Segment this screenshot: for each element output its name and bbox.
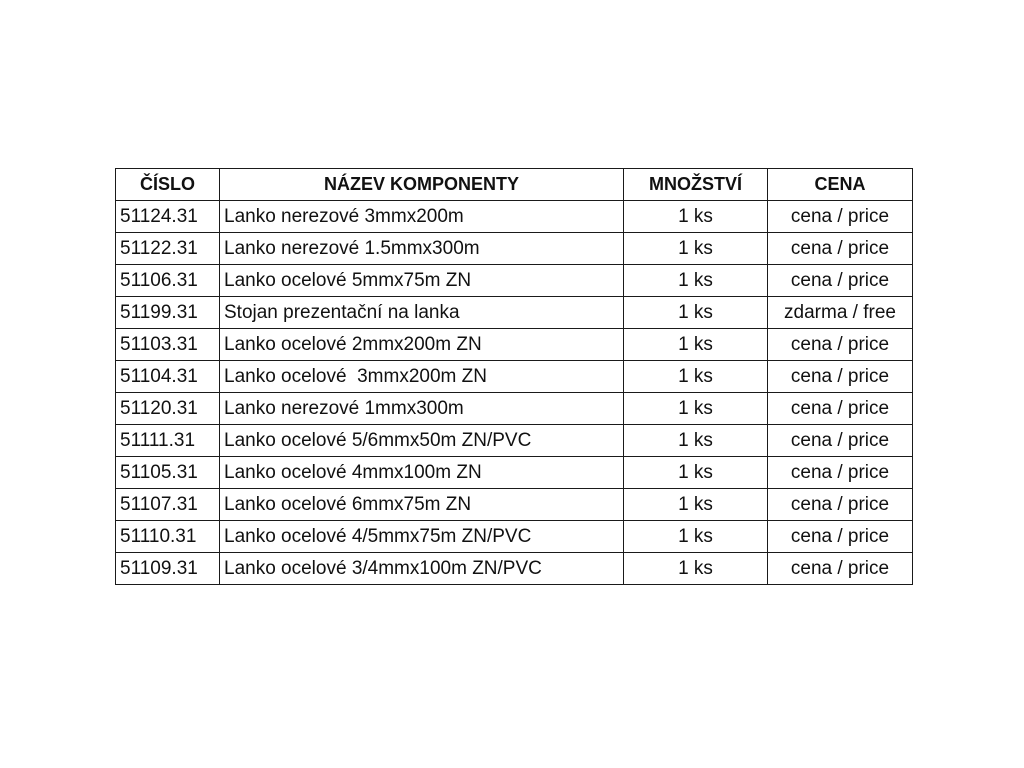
cell-price: cena / price [768,425,913,457]
cell-quantity: 1 ks [624,361,768,393]
cell-price: zdarma / free [768,297,913,329]
cell-number: 51109.31 [116,553,220,585]
table-row [116,265,913,297]
cell-number: 51104.31 [116,361,220,393]
cell-number: 51106.31 [116,265,220,297]
table-row [116,489,913,521]
table-row [116,329,913,361]
cell-name: Lanko nerezové 1.5mmx300m [220,233,624,265]
cell-name: Lanko ocelové 4mmx100m ZN [220,457,624,489]
header-quantity: MNOŽSTVÍ [624,169,768,201]
cell-price: cena / price [768,457,913,489]
cell-quantity: 1 ks [624,521,768,553]
table-row [116,425,913,457]
cell-number: 51124.31 [116,201,220,233]
cell-number: 51122.31 [116,233,220,265]
cell-number: 51110.31 [116,521,220,553]
cell-quantity: 1 ks [624,201,768,233]
cell-price: cena / price [768,361,913,393]
cell-quantity: 1 ks [624,265,768,297]
cell-price: cena / price [768,521,913,553]
cell-name: Lanko ocelové 3/4mmx100m ZN/PVC [220,553,624,585]
cell-name: Lanko ocelové 4/5mmx75m ZN/PVC [220,521,624,553]
cell-quantity: 1 ks [624,425,768,457]
table-row [116,201,913,233]
table-row [116,457,913,489]
cell-name: Lanko ocelové 5/6mmx50m ZN/PVC [220,425,624,457]
cell-name: Lanko ocelové 6mmx75m ZN [220,489,624,521]
cell-name: Lanko nerezové 3mmx200m [220,201,624,233]
header-price: CENA [768,169,913,201]
table-row [116,297,913,329]
cell-name: Stojan prezentační na lanka [220,297,624,329]
header-row [116,169,913,201]
cell-quantity: 1 ks [624,329,768,361]
cell-number: 51105.31 [116,457,220,489]
header-number: ČÍSLO [116,169,220,201]
cell-price: cena / price [768,393,913,425]
cell-number: 51199.31 [116,297,220,329]
cell-quantity: 1 ks [624,489,768,521]
cell-name: Lanko ocelové 3mmx200m ZN [220,361,624,393]
components-table [115,168,913,585]
table-row [116,521,913,553]
cell-quantity: 1 ks [624,553,768,585]
cell-name: Lanko nerezové 1mmx300m [220,393,624,425]
cell-quantity: 1 ks [624,297,768,329]
cell-name: Lanko ocelové 5mmx75m ZN [220,265,624,297]
table-row [116,393,913,425]
cell-number: 51107.31 [116,489,220,521]
cell-quantity: 1 ks [624,457,768,489]
cell-price: cena / price [768,201,913,233]
header-name: NÁZEV KOMPONENTY [220,169,624,201]
cell-quantity: 1 ks [624,393,768,425]
table-row [116,361,913,393]
table-row [116,553,913,585]
cell-number: 51120.31 [116,393,220,425]
cell-price: cena / price [768,489,913,521]
cell-price: cena / price [768,329,913,361]
cell-price: cena / price [768,553,913,585]
cell-quantity: 1 ks [624,233,768,265]
cell-number: 51103.31 [116,329,220,361]
cell-name: Lanko ocelové 2mmx200m ZN [220,329,624,361]
cell-price: cena / price [768,265,913,297]
cell-number: 51111.31 [116,425,220,457]
table-row [116,233,913,265]
cell-price: cena / price [768,233,913,265]
